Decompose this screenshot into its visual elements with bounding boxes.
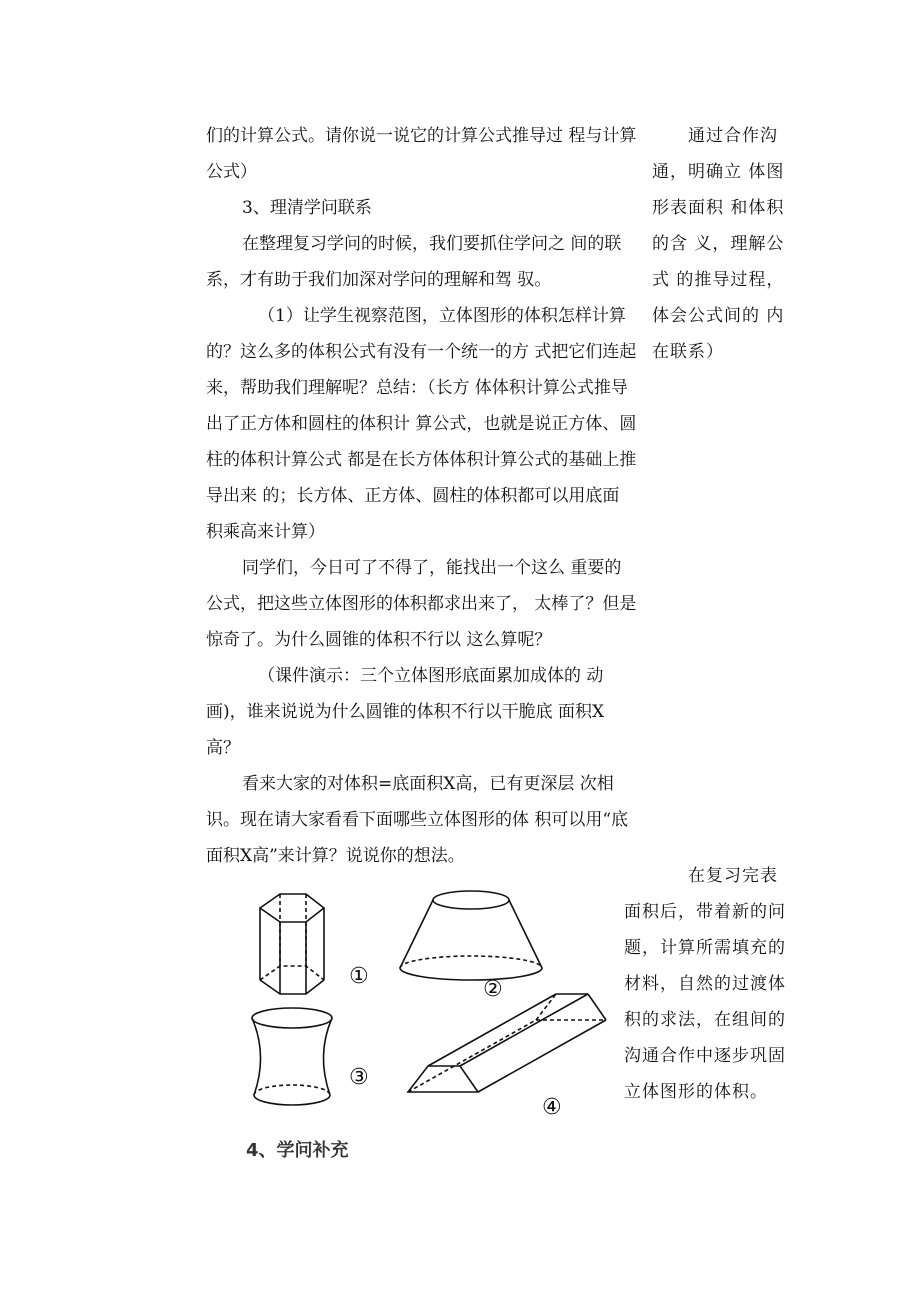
label-4: ④ [542, 1095, 562, 1120]
solids-figure [246, 870, 616, 1120]
paragraph-6: （课件演示：三个立体图形底面累加成体的 动画)，谁来说说为什么圆锥的体积不行以干脆底 面积X高？ [206, 666, 605, 758]
label-1: ① [349, 964, 369, 989]
hexagonal-prism [260, 894, 324, 994]
label-3: ③ [349, 1065, 369, 1090]
paragraph-1: 们的计算公式。请你说一说它的计算公式推导过 程与计算公式） [206, 126, 637, 182]
frustum [400, 891, 542, 980]
paragraph-4: （1）让学生视察范图，立体图形的体积怎样计算的？这么多的体积公式有没有一个统一的方 式把它们连起来，帮助我们理解呢？总结：（长方 体体积计算公式推导出了正方体和圆柱的体积计 算公式，也就是说正方体、圆柱的体积计算公式 都是在长方体体积计算公式的基础上推导出来 的；长方体、正方体、圆柱的体积都可以用底面 积乘高来计算） [206, 306, 637, 542]
trapezoidal-prism [408, 994, 606, 1092]
side-note-1 [652, 118, 788, 370]
paragraph-5: 同学们，今日可了不得了，能找出一个这么 重要的公式，把这些立体图形的体积都求出来了， 太棒了？但是惊奇了。为什么圆锥的体积不行以 这么算呢？ [206, 558, 637, 650]
section-4-heading: 4、学问补充 [246, 1140, 349, 1161]
section-3-heading: 3、理清学问联系 [242, 198, 372, 218]
curved-cylinder [252, 1008, 332, 1105]
side-note-2 [624, 858, 792, 1110]
side-note-1-text: 通过合作沟通，明确立 体图形表面积 和体积的含 义，理解公式 的推导过程， 体会公式间的 内在联系） [652, 126, 785, 362]
main-text-column [206, 118, 638, 874]
paragraph-3: 在整理复习学问的时候，我们要抓住学问之 间的联系，才有助于我们加深对学问的理解和驾 驭。 [206, 234, 622, 290]
label-2: ② [483, 977, 503, 1002]
side-note-2-text: 在复习完表面积后，带着新的问题，计算所需填充的材料，自然的过渡体积的求法，在组间的沟通合作中逐步巩固立体图形的体积。 [624, 866, 786, 1102]
paragraph-7: 看来大家的对体积=底面积X高，已有更深层 次相识。现在请大家看看下面哪些立体图形的体 积可以用“底面积X高”来计算？说说你的想法。 [206, 774, 629, 866]
